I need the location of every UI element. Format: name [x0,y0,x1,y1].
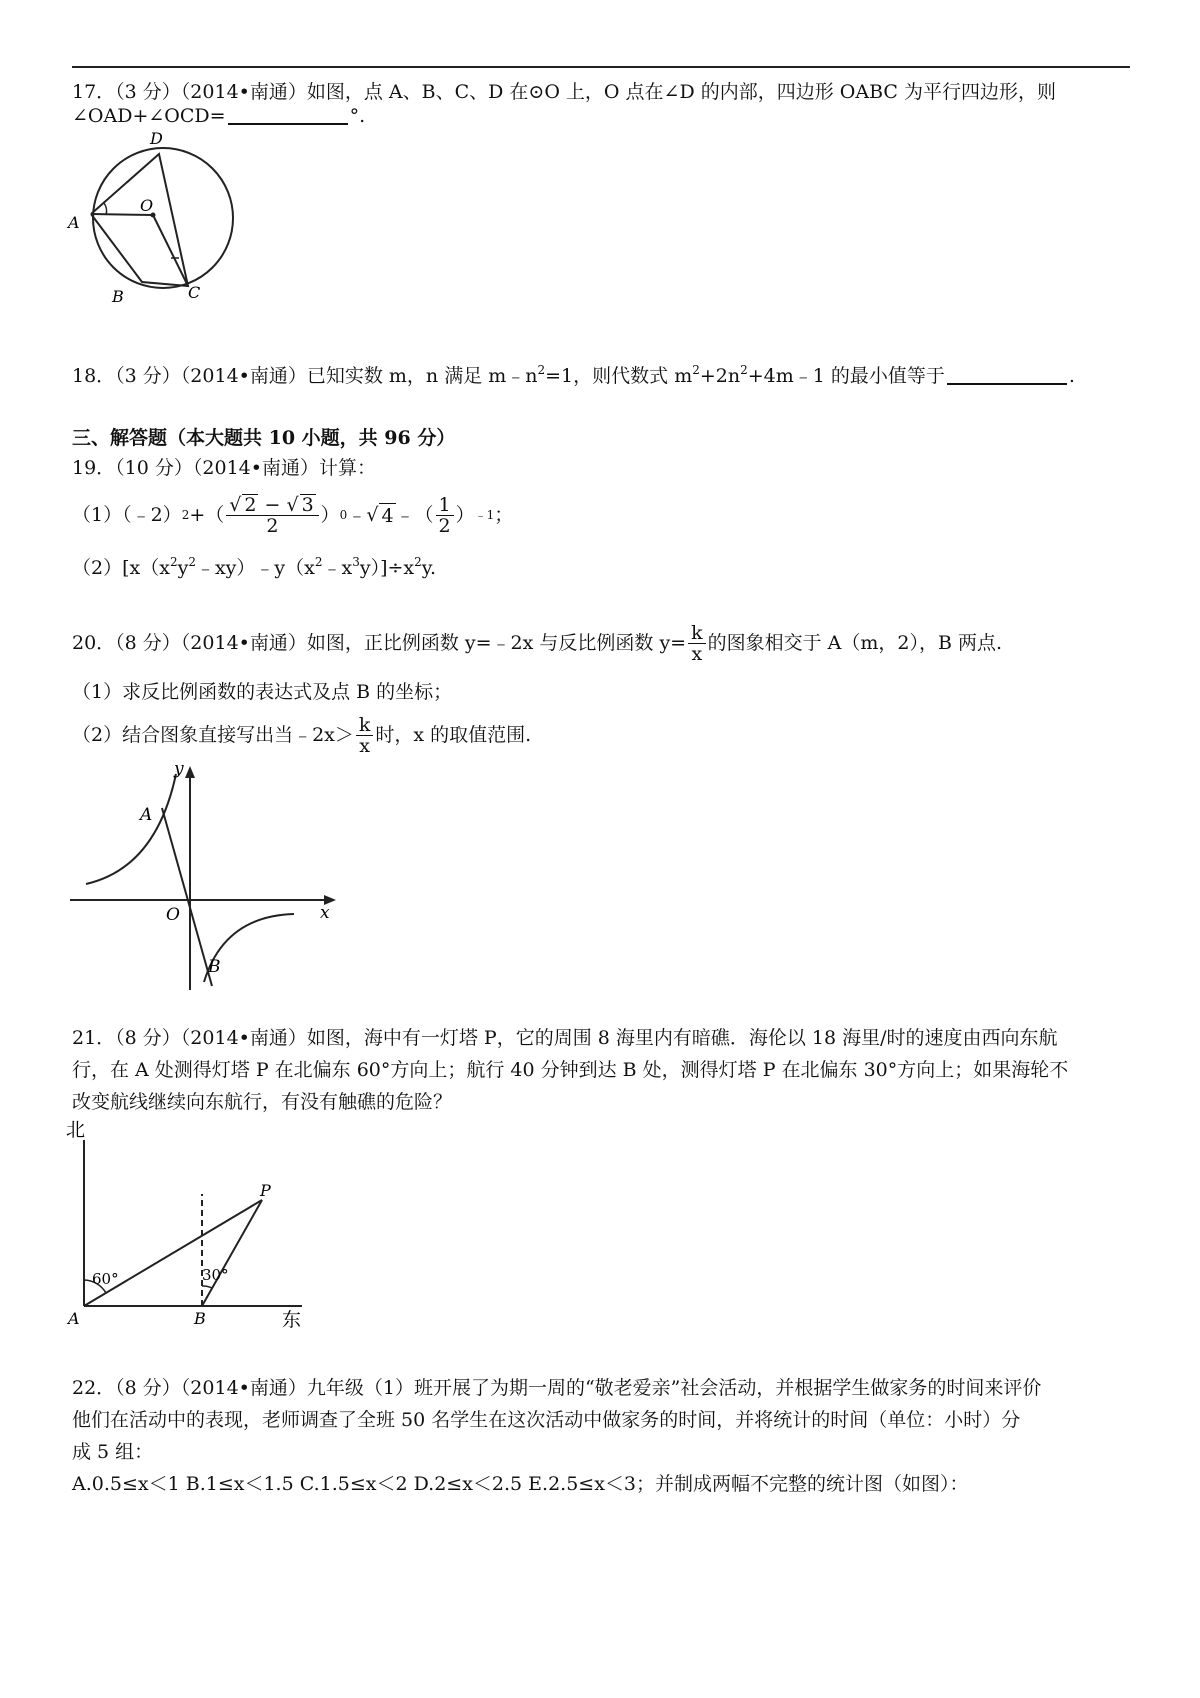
q20-l1-fraction [688,623,706,664]
q19-p2-f: y. [421,557,437,579]
q19-p2-d: ﹣x [322,557,353,579]
q19-p1-half [436,495,454,536]
q20-l1-a: 20．（8 分）（2014•南通）如图，正比例函数 y=﹣2x 与反比例函数 y= [72,632,687,654]
q19-p1-fraction-num: √ 2 − √ 3 [226,494,318,516]
q18-text-c: +2n [699,365,741,387]
q19-p1-plus: +（ [189,504,225,526]
q20-function-graph [66,760,346,996]
q18-text-e: . [1068,365,1075,387]
q17-circle-figure [66,126,256,326]
q18-answer-blank [947,365,1067,385]
q19-p1-close: ） [455,504,475,526]
q22-line1: 22．（8 分）（2014•南通）九年级（1）班开展了为期一周的“敬老爱亲”社会活动，并根据学生做家务的时间来评价 [72,1377,1042,1399]
label-east: 东 [282,1309,302,1330]
q18-text-b: =1，则代数式 m [545,365,693,387]
y-axis-arrow [185,766,195,778]
label-c: C [188,283,201,302]
q22-line2: 他们在活动中的表现，老师调查了全班 50 名学生在这次活动中做家务的时间，并将统计的时间（单位：小时）分 [72,1409,1021,1431]
q20-line3 [72,712,531,758]
q19-part1: （1）（﹣2） 2 +（ $\frac{√ 2 - √ 3}{2}$ ） 0 ﹣ √ 4 ﹣（ $\frac{1}{2}$ ） ﹣1 ； [72,493,514,537]
q18-text-d: +4m﹣1 的最小值等于 [747,365,945,387]
q19-p2-b: y [177,557,189,579]
q20-line2: （1）求反比例函数的表达式及点 B 的坐标； [72,681,453,703]
q19-p2-a: （2）[x（x [72,557,170,579]
label-b: B [194,1309,206,1328]
q21-bearing-figure [66,1120,316,1330]
q19-p2-e3: 2 [314,555,323,569]
q19-p1-close0: ） [320,504,340,526]
label-b: B [112,287,124,306]
label-p: P [260,1181,271,1200]
q20-l1-k: k [688,623,706,644]
q18-text-a: 18．（3 分）（2014•南通）已知实数 m，n 满足 m﹣n [72,365,538,387]
q17-line1: 17．（3 分）（2014•南通）如图，点 A、B、C、D 在⊙O 上，O 点在∠D 的内部，四边形 OABC 为平行四边形，则 [72,81,1056,103]
label-o: O [166,905,180,925]
label-x: x [320,903,330,923]
q19-p2-c: ﹣xy）﹣y（x [195,557,315,579]
q20-l3-x: x [359,734,371,757]
q19-p1-minus: ﹣ [347,504,367,526]
label-a: A [68,1309,80,1328]
num-minus: − [258,494,287,516]
label-a: A [140,805,153,825]
q20-l3-fraction [356,715,374,756]
sqrt-3: 3 [301,494,314,516]
q17-line2-prefix: ∠OAD+∠OCD= [72,105,226,127]
q21-line1: 21．（8 分）（2014•南通）如图，海中有一灯塔 P，它的周围 8 海里内有暗礁．海伦以 18 海里/时的速度由西向东航 [72,1027,1058,1049]
q19-header: 19．（10 分）（2014•南通）计算： [72,457,376,479]
segment-oc [153,215,188,286]
angle-arc-a [104,203,107,215]
label-north: 北 [66,1120,86,1141]
q19-p1-fraction [226,494,318,536]
label-d: D [150,129,163,148]
q20-line1 [72,620,1002,666]
q19-p1-end: ； [494,504,514,526]
label-o: O [140,196,154,215]
q20-l1-x: x [691,642,703,665]
q19-p2-e1: 2 [169,555,178,569]
q19-p1-lead: （1）（﹣2） [72,504,182,526]
hyperbola-branch-left [86,774,176,884]
q20-l1-b: 的图象相交于 A（m，2），B 两点. [707,632,1003,654]
quadrilateral-lines [91,154,188,286]
half-num: 1 [436,495,454,516]
q19-p1-fraction-den: 2 [266,515,279,537]
q19-p2-e: y）]÷x [359,557,415,579]
q22-line3: 成 5 组： [72,1441,154,1463]
section-3-heading: 三、解答题（本大题共 10 小题，共 96 分） [72,427,456,449]
label-a: A [68,213,80,232]
label-b: B [208,957,221,977]
q18-exp-1: 2 [537,363,546,377]
q20-l3-a: （2）结合图象直接写出当﹣2x＞ [72,724,354,746]
q20-l3-b: 时，x 的取值范围. [375,724,532,746]
q17-line2-suffix: °. [349,105,366,127]
segment-ap [84,1200,262,1306]
q21-line2: 行，在 A 处测得灯塔 P 在北偏东 60°方向上；航行 40 分钟到达 B 处，测得灯塔 P 在北偏东 30°方向上；如果海轮不 [72,1059,1069,1081]
q20-l3-k: k [356,715,374,736]
label-30: 30° [202,1266,229,1284]
sqrt-4: 4 [381,504,394,527]
q19-part2 [72,556,436,580]
label-y: y [174,760,184,779]
q18-line [72,364,1075,388]
line-y-neg2x [162,808,212,986]
q19-p2-e5: 2 [414,555,422,569]
q22-line4: A.0.5≤x＜1 B.1≤x＜1.5 C.1.5≤x＜2 D.2≤x＜2.5 E.2.5≤x＜3；并制成两幅不完整的统计图（如图）： [72,1473,969,1495]
q19-p2-e4: 3 [352,555,360,569]
label-60: 60° [92,1270,119,1288]
segment-bp [202,1200,262,1306]
q21-line3: 改变航线继续向东航行，有没有触礁的危险？ [72,1091,453,1113]
q18-exp-2: 2 [692,363,700,377]
sqrt-2: 2 [244,494,257,516]
header-rule [72,66,1130,68]
q18-exp-3: 2 [740,363,748,377]
q17-answer-blank [228,105,348,125]
half-den: 2 [438,514,451,537]
angle-arc-30 [202,1286,212,1288]
q19-p2-e2: 2 [188,555,196,569]
q17-line2 [72,104,365,128]
q19-p1-minus2: ﹣（ [395,504,434,526]
